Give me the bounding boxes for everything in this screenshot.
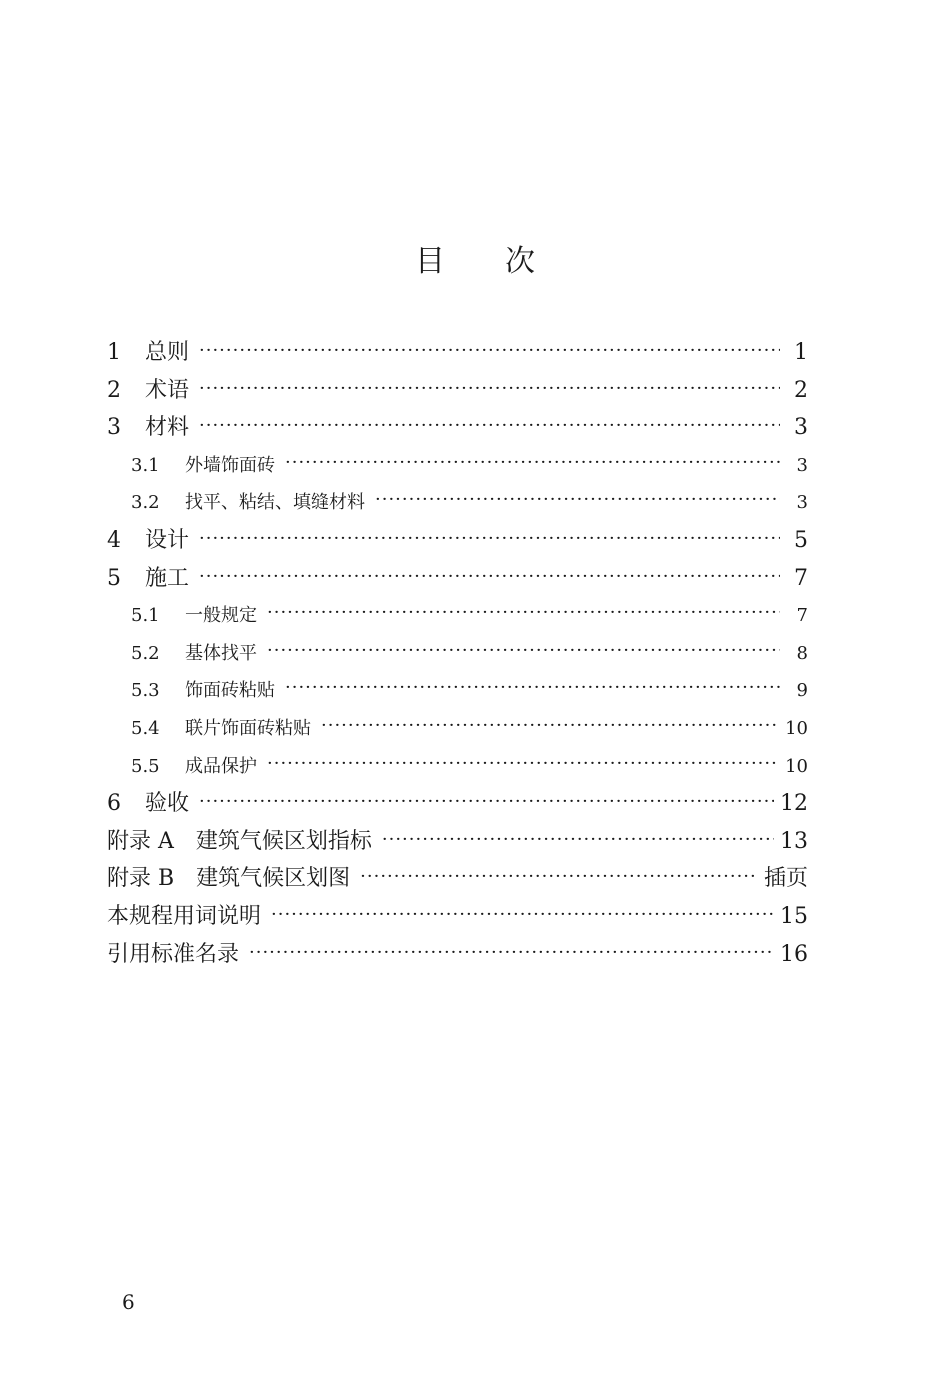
toc-entry-number: 5.3 — [131, 680, 160, 702]
toc-entry-label: 一般规定 — [185, 605, 257, 627]
toc-entry-page: 1 — [794, 340, 808, 365]
toc-leader-dots — [285, 444, 780, 482]
toc-entry[interactable] — [107, 372, 808, 410]
toc-entry-number: 5.4 — [131, 717, 160, 739]
toc-leader-dots — [199, 332, 780, 370]
toc-entry-number: 1 — [107, 340, 121, 365]
toc-entry-label: 本规程用词说明 — [107, 903, 262, 929]
toc-entry-page: 5 — [794, 527, 808, 553]
toc-leader-dots — [249, 934, 774, 972]
toc-appendix-entry[interactable] — [107, 936, 808, 974]
toc-entry-number: 6 — [107, 791, 121, 817]
toc-entry-page: 12 — [780, 791, 808, 817]
toc-entry-page: 8 — [796, 642, 808, 664]
toc-entry-label: 施工 — [145, 565, 190, 591]
toc-entry-number: 3 — [107, 415, 121, 441]
toc-entry-number: 5.2 — [131, 642, 160, 664]
toc-entry-label: 总则 — [145, 340, 190, 365]
toc-title-part2: 次 — [505, 244, 535, 279]
toc-entry-label: 术语 — [145, 377, 190, 403]
toc-entry-page: 3 — [796, 454, 808, 476]
toc-entry-label: 找平、粘结、填缝材料 — [185, 492, 365, 514]
toc-leader-dots — [267, 632, 780, 670]
toc-entry-page: 7 — [796, 605, 808, 627]
toc-subentry[interactable] — [107, 710, 808, 748]
toc-entry-page: 10 — [785, 717, 808, 739]
table-of-contents — [107, 334, 808, 973]
toc-title — [0, 236, 950, 280]
toc-entry-label: 成品保护 — [185, 755, 257, 777]
toc-entry-page: 3 — [796, 492, 808, 514]
toc-entry-label: 饰面砖粘贴 — [185, 680, 275, 702]
page-number: 6 — [122, 1290, 135, 1314]
toc-entry-label: 附录 B 建筑气候区划图 — [107, 866, 351, 892]
toc-leader-dots — [360, 858, 758, 896]
toc-entry[interactable] — [107, 334, 808, 372]
toc-appendix-entry[interactable] — [107, 823, 808, 861]
toc-entry-label: 引用标准名录 — [107, 941, 240, 967]
toc-subentry[interactable] — [107, 748, 808, 786]
toc-entry-page: 16 — [780, 941, 808, 967]
toc-subentry[interactable] — [107, 597, 808, 635]
toc-entry-page: 3 — [794, 415, 808, 441]
toc-leader-dots — [267, 594, 780, 632]
toc-entry-page: 2 — [794, 377, 808, 403]
toc-leader-dots — [199, 558, 780, 596]
toc-entry-label: 外墙饰面砖 — [185, 454, 275, 476]
toc-entry-number: 2 — [107, 377, 121, 403]
toc-entry-page: 9 — [796, 680, 808, 702]
toc-entry-number: 5.1 — [131, 605, 160, 627]
toc-entry-page: 10 — [785, 755, 808, 777]
toc-entry-number: 4 — [107, 527, 121, 553]
toc-entry-label: 联片饰面砖粘贴 — [185, 717, 311, 739]
toc-entry-page: 7 — [794, 565, 808, 591]
toc-entry-label: 设计 — [145, 527, 190, 553]
toc-entry[interactable] — [107, 785, 808, 823]
toc-leader-dots — [199, 370, 780, 408]
toc-entry[interactable] — [107, 560, 808, 598]
toc-subentry[interactable] — [107, 635, 808, 673]
toc-subentry[interactable] — [107, 447, 808, 485]
toc-entry[interactable] — [107, 409, 808, 447]
toc-entry-number: 5 — [107, 565, 121, 591]
toc-entry-label: 附录 A 建筑气候区划指标 — [107, 828, 372, 854]
toc-leader-dots — [199, 407, 780, 445]
toc-leader-dots — [267, 745, 779, 783]
toc-leader-dots — [199, 783, 774, 821]
toc-entry-page: 15 — [780, 903, 808, 929]
toc-entry-label: 基体找平 — [185, 642, 257, 664]
toc-title-part1: 目 — [415, 244, 445, 279]
toc-leader-dots — [321, 707, 779, 745]
toc-entry-number: 3.1 — [131, 454, 160, 476]
toc-leader-dots — [285, 669, 780, 707]
toc-leader-dots — [375, 481, 780, 519]
toc-leader-dots — [382, 821, 774, 859]
toc-entry-label: 材料 — [145, 415, 190, 441]
toc-subentry[interactable] — [107, 484, 808, 522]
toc-appendix-entry[interactable] — [107, 860, 808, 898]
toc-entry-number: 5.5 — [131, 755, 160, 777]
toc-leader-dots — [199, 520, 780, 558]
toc-entry-label: 验收 — [145, 791, 190, 817]
toc-appendix-entry[interactable] — [107, 898, 808, 936]
toc-leader-dots — [271, 896, 774, 934]
toc-entry-page: 13 — [780, 828, 808, 854]
toc-entry[interactable] — [107, 522, 808, 560]
toc-entry-page: 插页 — [763, 866, 808, 892]
toc-entry-number: 3.2 — [131, 492, 160, 514]
toc-subentry[interactable] — [107, 672, 808, 710]
